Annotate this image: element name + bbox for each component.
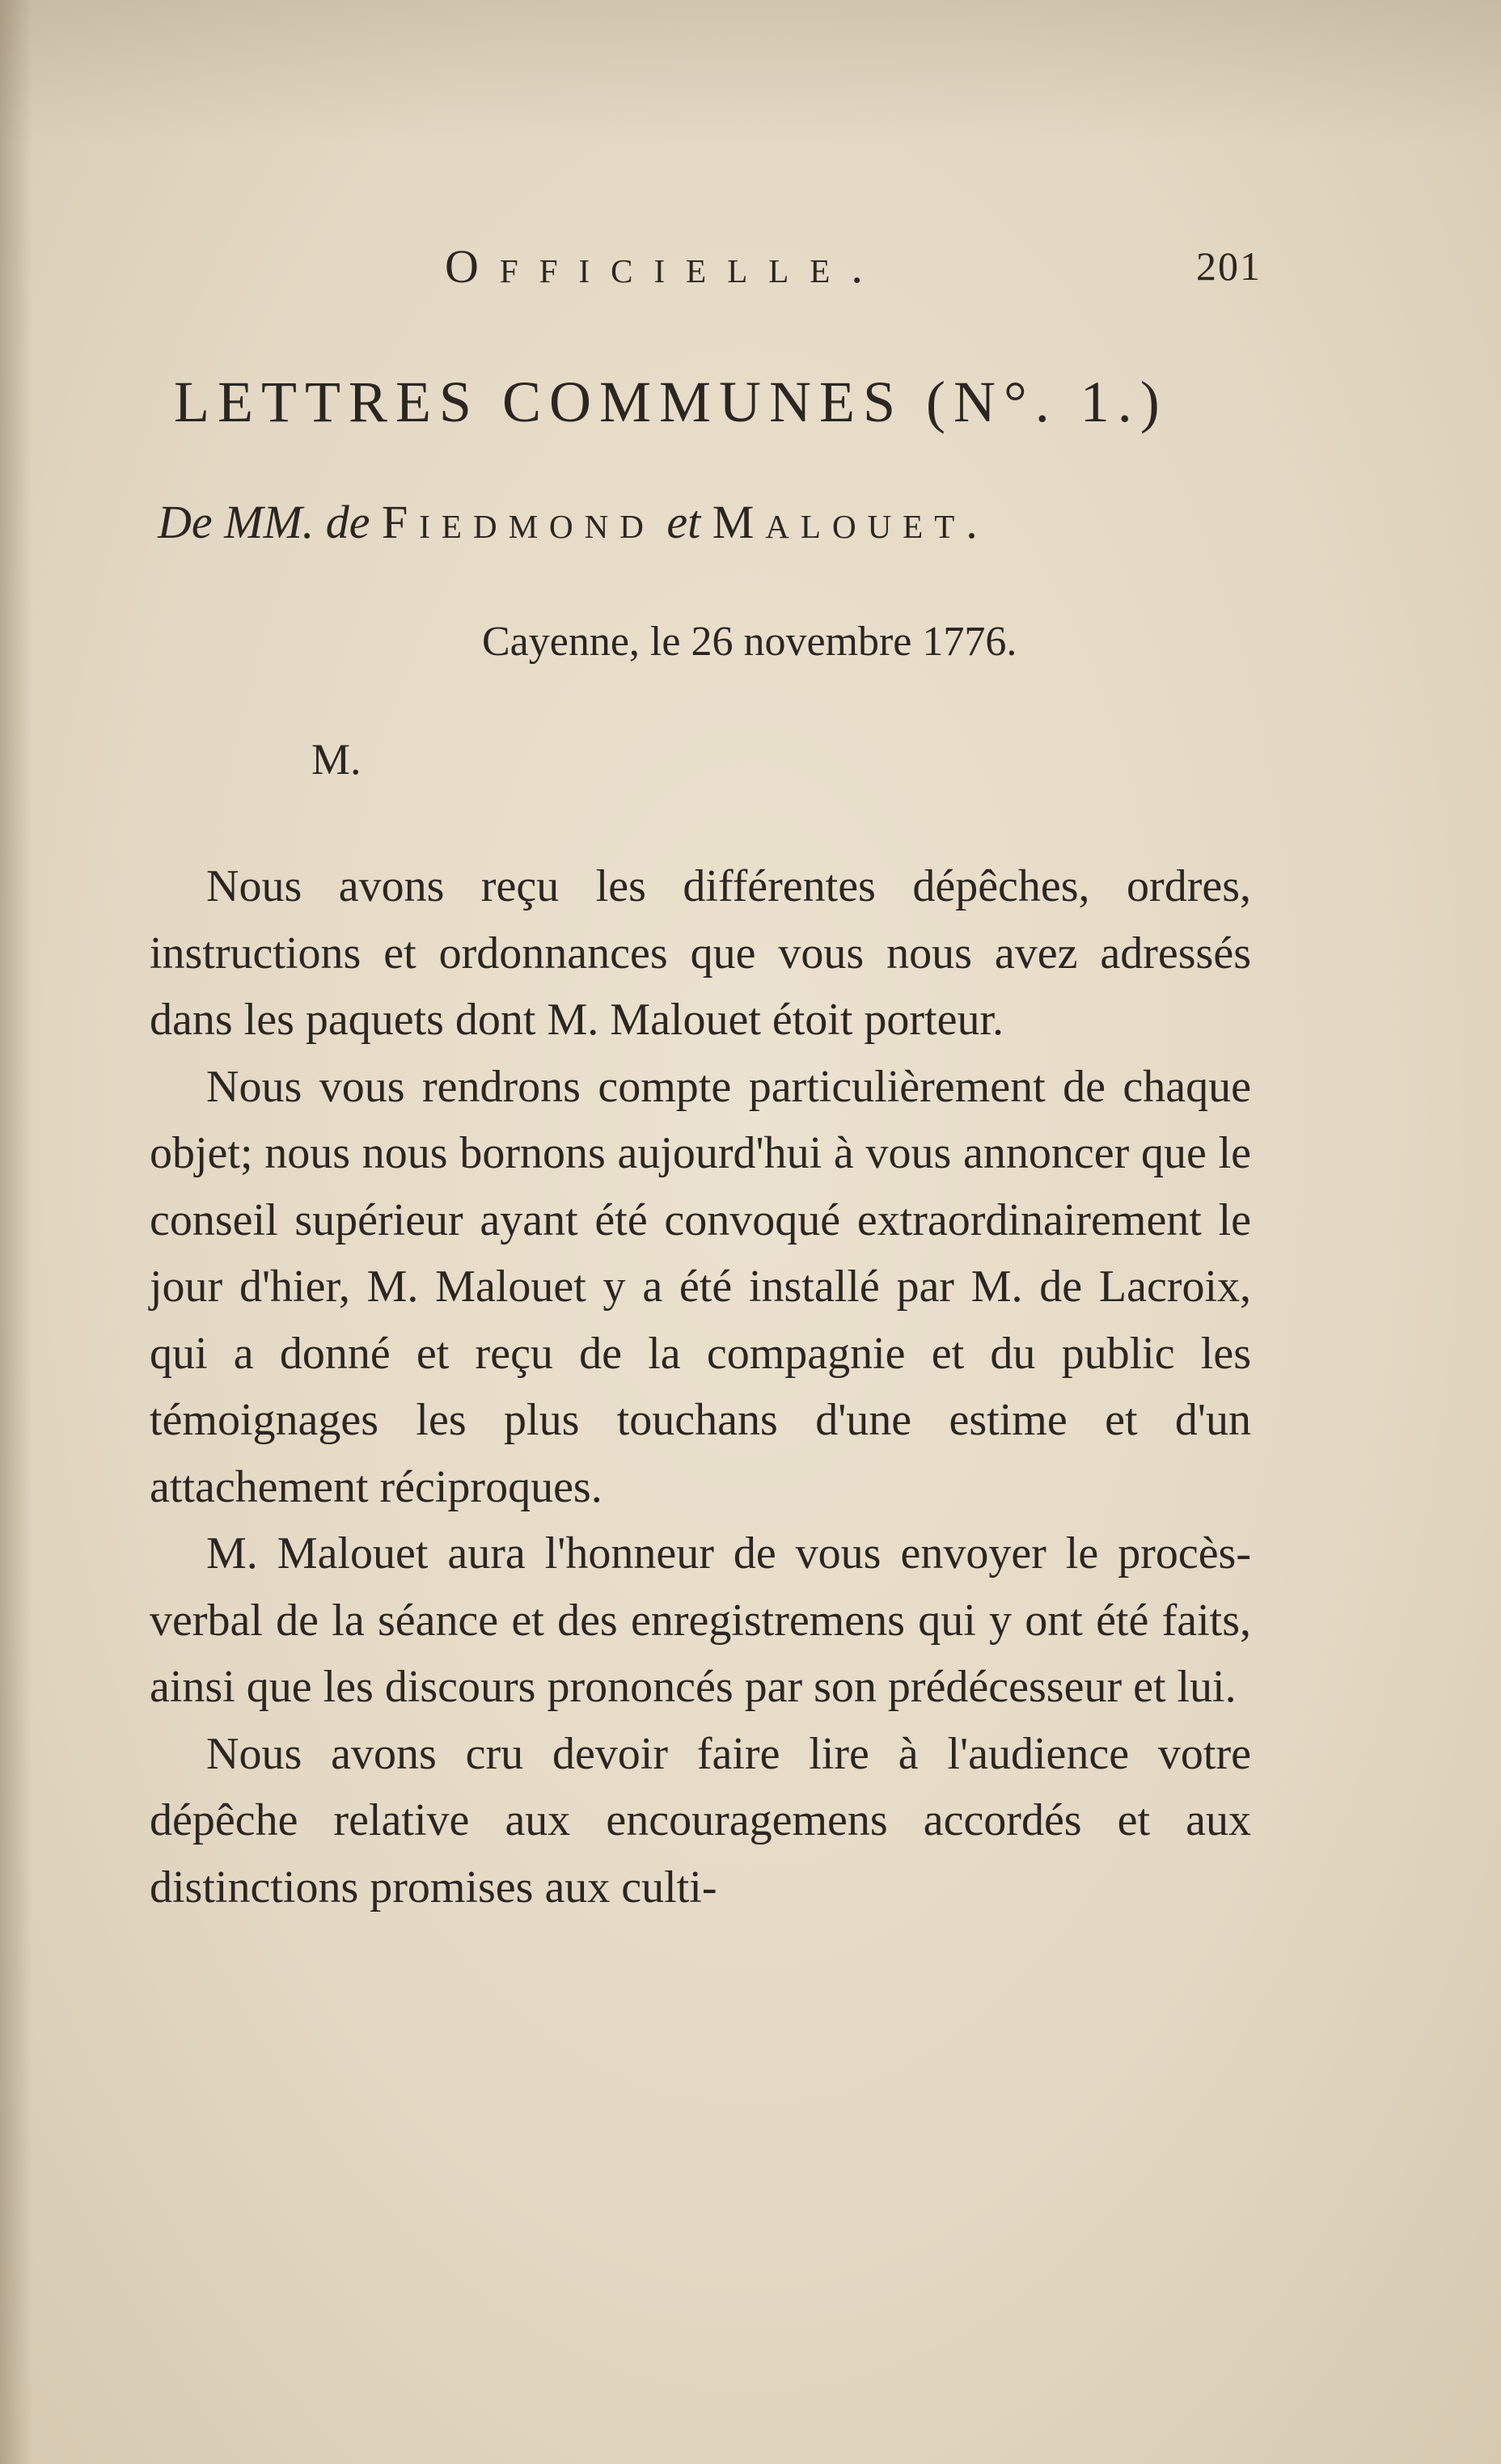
running-head (445, 239, 1262, 304)
paragraph: Nous avons reçu les différentes dépêches, ordres, instructions et ordonnances que vous nous avez adressés dans les paquets dont M. Malouet étoit porteur. (150, 861, 1251, 1045)
salutation: M. (311, 735, 362, 784)
subtitle-name-malouet: Malouet. (712, 496, 989, 548)
subtitle-prefix: De MM. de (158, 496, 383, 548)
letter-subtitle (158, 495, 1290, 549)
paragraph: Nous vous rendrons compte particulièrement de chaque objet; nous nous bornons aujourd'hui à vous annoncer que le conseil supérieur ayant été convoqué extraordinairement le jour d'hier, M. Malouet y a été installé par M. de Lacroix, qui a donné et reçu de la compagnie et du public les témoignages les plus touchans d'une estime et d'un attachement réciproques. (150, 1061, 1251, 1512)
letter-body (150, 853, 1251, 1921)
dateline: Cayenne, le 26 novembre 1776. (482, 619, 1017, 665)
section-title: LETTRES COMMUNES (N°. 1.) (174, 370, 1168, 434)
subtitle-conjunction: et (654, 496, 712, 548)
running-title: Officielle. (445, 240, 884, 293)
subtitle-name-fiedmond: Fiedmond (382, 496, 655, 548)
page-top-tint (0, 0, 1501, 146)
paragraph: M. Malouet aura l'honneur de vous envoyer le procès-verbal de la séance et des enregistremens qui y ont été faits, ainsi que les discours prononcés par son prédécesseur et lui. (150, 1528, 1251, 1712)
spine-shadow (0, 0, 32, 2464)
paragraph: Nous avons cru devoir faire lire à l'audience votre dépêche relative aux encouragemens accordés et aux distinctions promises aux culti- (150, 1728, 1251, 1912)
page-number: 201 (1196, 243, 1262, 289)
